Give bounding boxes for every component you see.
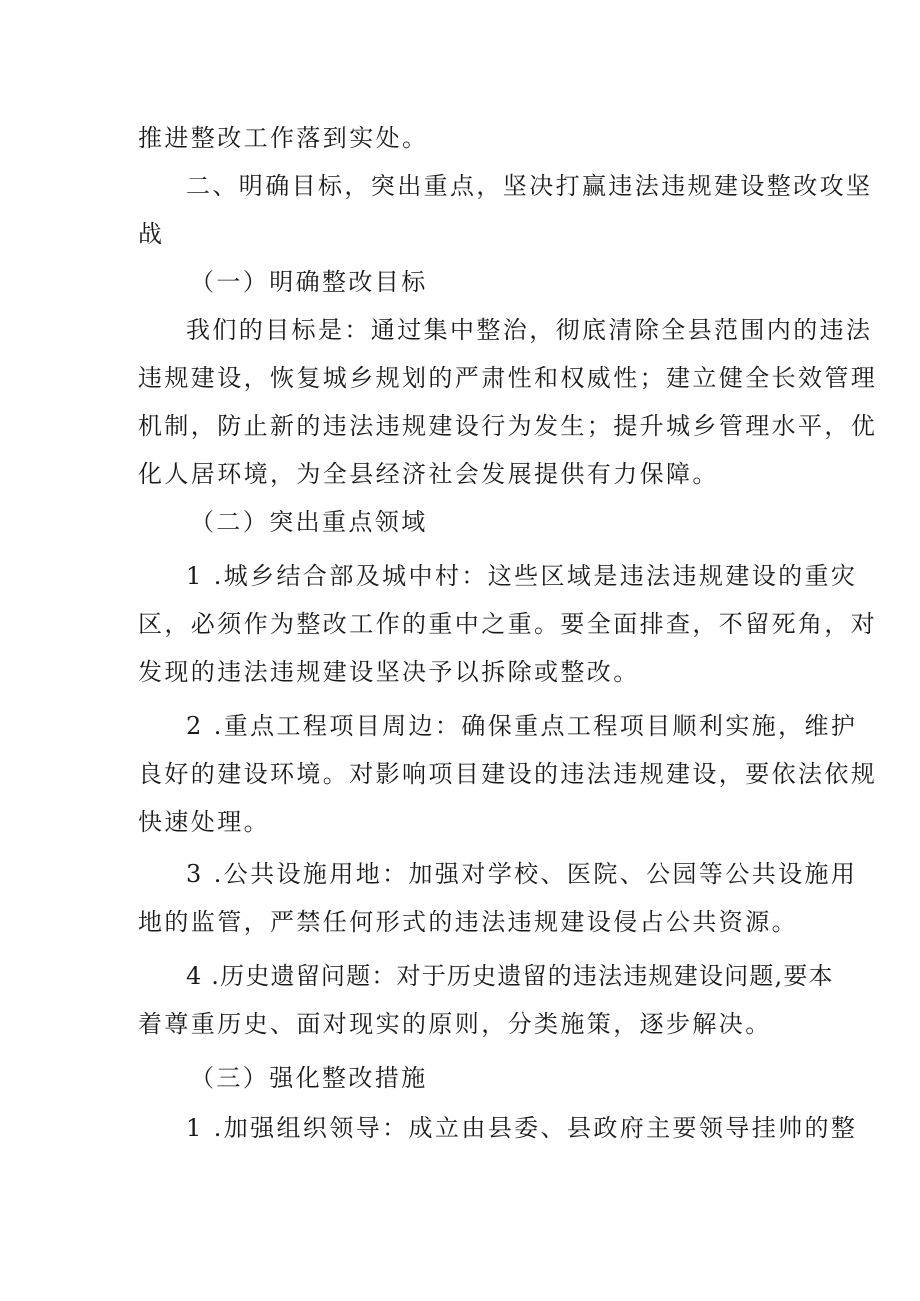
list-item-line: 3 .公共设施用地：加强对学校、医院、公园等公共设施用 <box>186 860 858 888</box>
paragraph-line: 违规建设，恢复城乡规划的严肃性和权威性；建立健全长效管理 <box>138 364 878 392</box>
list-item-line: 1 .城乡结合部及城中村：这些区域是违法违规建设的重灾 <box>186 562 858 590</box>
section-heading-continuation: 战 <box>138 220 165 248</box>
paragraph-line: 发现的违法违规建设坚决予以拆除或整改。 <box>138 658 640 686</box>
subsection-heading: （二）突出重点领域 <box>190 508 428 536</box>
paragraph-line: 地的监管，严禁任何形式的违法违规建设侵占公共资源。 <box>138 908 798 936</box>
paragraph-line: 快速处理。 <box>138 808 270 836</box>
list-item-line: 4 .历史遗留问题：对于历史遗留的违法违规建设问题,要本 <box>186 962 834 990</box>
paragraph-line: 着尊重历史、面对现实的原则，分类施策，逐步解决。 <box>138 1010 772 1038</box>
list-item-line: 2 .重点工程项目周边：确保重点工程项目顺利实施，维护 <box>186 712 858 740</box>
subsection-heading: （三）强化整改措施 <box>190 1064 428 1092</box>
paragraph-line: 推进整改工作落到实处。 <box>138 124 429 152</box>
paragraph-line: 机制，防止新的违法违规建设行为发生；提升城乡管理水平，优 <box>138 412 878 440</box>
subsection-heading: （一）明确整改目标 <box>190 268 428 296</box>
paragraph-line: 我们的目标是：通过集中整治，彻底清除全县范围内的违法 <box>186 316 873 344</box>
section-heading: 二、明确目标，突出重点，坚决打赢违法违规建设整改攻坚 <box>186 172 873 200</box>
paragraph-line: 区，必须作为整改工作的重中之重。要全面排查，不留死角，对 <box>138 610 878 638</box>
list-item-line: 1 .加强组织领导：成立由县委、县政府主要领导挂帅的整 <box>186 1114 858 1142</box>
paragraph-line: 化人居环境，为全县经济社会发展提供有力保障。 <box>138 460 719 488</box>
paragraph-line: 良好的建设环境。对影响项目建设的违法违规建设，要依法依规 <box>138 760 878 788</box>
